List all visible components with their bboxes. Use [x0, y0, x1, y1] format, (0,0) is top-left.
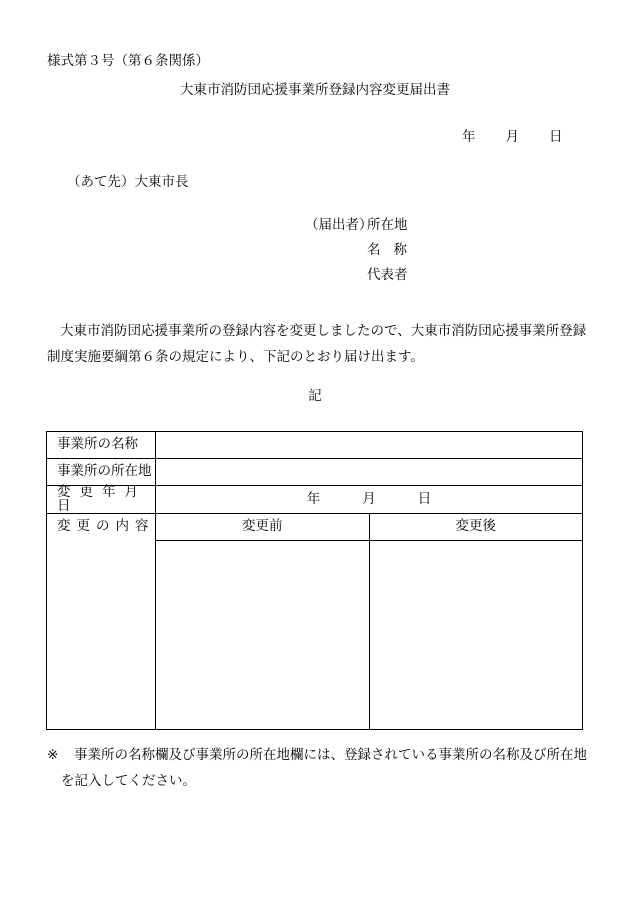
- applicant-representative-label: 代表者: [367, 267, 408, 283]
- after-change-header: 変更後: [369, 514, 583, 541]
- applicant-name-label: 名称: [367, 242, 420, 258]
- after-change-field[interactable]: [369, 541, 583, 730]
- before-change-field[interactable]: [156, 541, 370, 730]
- change-month-label: 月: [362, 490, 376, 507]
- table-row: [47, 432, 583, 459]
- ki-heading: 記: [308, 388, 322, 404]
- applicant-address-label: 所在地: [367, 217, 408, 233]
- document-title: 大東市消防団応援事業所登録内容変更届出書: [180, 82, 450, 98]
- change-date-label: 変更年月日: [47, 486, 156, 514]
- before-change-header: 変更前: [156, 514, 370, 541]
- change-date-field[interactable]: [156, 486, 583, 514]
- office-address-label: 事業所の所在地: [47, 459, 156, 486]
- date-month-label: 月: [505, 129, 519, 145]
- office-address-field[interactable]: [156, 459, 583, 486]
- applicant-block: [305, 217, 420, 294]
- table-row: [47, 459, 583, 486]
- note-line-1: 事業所の名称欄及び事業所の所在地欄には、登録されている事業所の名称及び所在地: [74, 747, 587, 763]
- body-text: 大東市消防団応援事業所の登録内容を変更しましたので、大東市消防団応援事業所登録制度実施要綱第６条の規定により、下記のとおり届け出ます。: [47, 323, 587, 365]
- date-year-label: 年: [462, 129, 476, 145]
- addressee: （あて先）大東市長: [67, 174, 189, 190]
- table-row: [47, 486, 583, 514]
- note-mark: ※: [47, 747, 59, 763]
- table-row: [47, 514, 583, 541]
- applicant-prefix: （届出者）: [305, 217, 373, 233]
- office-name-field[interactable]: [156, 432, 583, 459]
- footnote: [47, 742, 587, 794]
- change-content-label: 変更の内容: [47, 514, 156, 730]
- submission-date: [462, 131, 563, 145]
- change-year-label: 年: [306, 490, 321, 507]
- date-day-label: 日: [549, 129, 563, 145]
- change-day-label: 日: [417, 490, 432, 507]
- details-table: [46, 431, 583, 730]
- office-name-label: 事業所の名称: [47, 432, 156, 459]
- note-line-2: を記入してください。: [61, 773, 196, 789]
- form-number: 様式第３号（第６条関係）: [47, 53, 209, 69]
